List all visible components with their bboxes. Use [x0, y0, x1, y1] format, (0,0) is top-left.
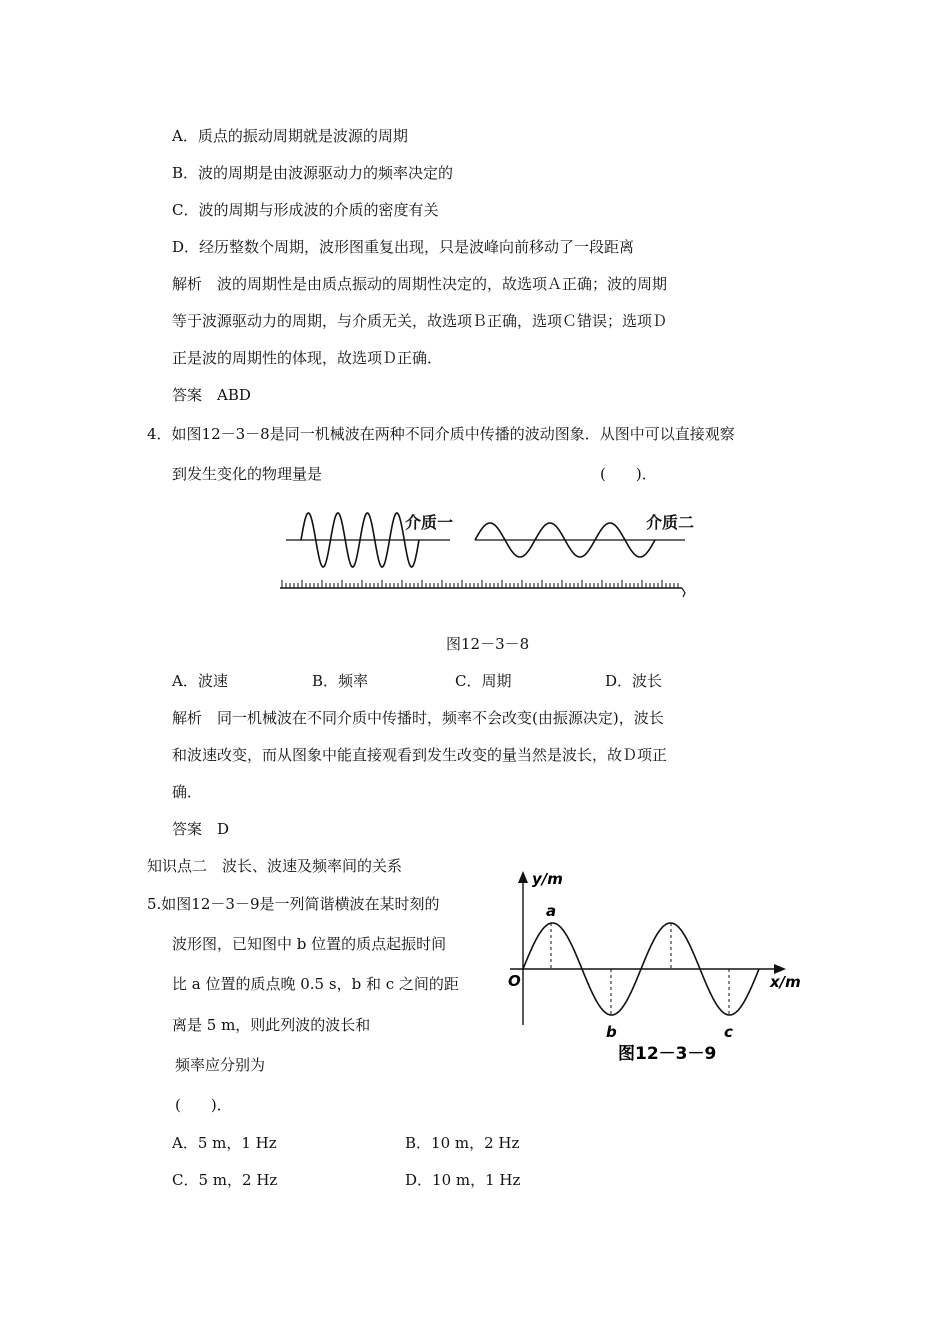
q4-stem-line2: 到发生变化的物理量是 — [172, 465, 323, 483]
point-c-label: c — [724, 1023, 733, 1041]
q5-stem-line4: 离是 5 m，则此列波的波长和 — [172, 1016, 371, 1034]
q5-stem-line5: 频率应分别为 — [175, 1056, 266, 1074]
q4-analysis-line3: 确． — [172, 783, 203, 801]
y-axis-arrow — [518, 871, 528, 883]
q5-stem-line2: 波形图，已知图中 b 位置的质点起振时间 — [172, 935, 447, 953]
q5-stem-line3: 比 a 位置的质点晚 0.5 s，b 和 c 之间的距 — [172, 975, 459, 993]
q4-analysis-line1: 解析 同一机械波在不同介质中传播时，频率不会改变(由振源决定)，波长 — [172, 709, 664, 727]
section-heading: 知识点二 波长、波速及频率间的关系 — [147, 857, 403, 875]
q5-option-d: D．10 m，1 Hz — [405, 1171, 521, 1189]
q5-wave-figure — [500, 865, 810, 1070]
q3-option-b: B．波的周期是由波源驱动力的频率决定的 — [172, 164, 454, 182]
q5-stem-line1: 5.如图12－3－9是一列简谐横波在某时刻的 — [147, 895, 440, 913]
q4-option-c: C．周期 — [455, 672, 512, 690]
x-axis-label: x/m — [770, 973, 801, 991]
y-axis-label: y/m — [532, 870, 563, 888]
ruler-ticks — [282, 580, 678, 588]
q3-analysis-line2: 等于波源驱动力的周期，与介质无关，故选项Ｂ正确，选项Ｃ错误；选项Ｄ — [172, 312, 668, 330]
ruler-end — [682, 588, 685, 597]
point-b-label: b — [606, 1023, 617, 1041]
q3-analysis-line1: 解析 波的周期性是由质点振动的周期性决定的，故选项Ａ正确；波的周期 — [172, 275, 668, 293]
origin-label: O — [508, 972, 521, 990]
medium1-label: 介质一 — [405, 513, 454, 532]
q5-option-c: C．5 m，2 Hz — [172, 1171, 278, 1189]
q5-answer-blank: ( )． — [175, 1096, 232, 1114]
q4-option-d: D．波长 — [605, 672, 663, 690]
q4-stem-line1: 4．如图12－3－8是同一机械波在两种不同介质中传播的波动图象．从图中可以直接观察 — [147, 425, 735, 443]
q4-wave-figure — [270, 500, 700, 605]
q3-analysis-line3: 正是波的周期性的体现，故选项Ｄ正确． — [172, 349, 443, 367]
q4-figure-caption: 图12－3－8 — [446, 635, 530, 653]
q5-option-a: A．5 m，1 Hz — [172, 1134, 277, 1152]
q4-analysis-line2: 和波速改变，而从图象中能直接观看到发生改变的量当然是波长，故Ｄ项正 — [172, 746, 668, 764]
q3-option-a: A．质点的振动周期就是波源的周期 — [172, 127, 408, 145]
q4-option-b: B．频率 — [312, 672, 369, 690]
q3-answer: 答案 ABD — [172, 386, 251, 404]
medium2-label: 介质二 — [646, 513, 695, 532]
q3-option-c: C．波的周期与形成波的介质的密度有关 — [172, 201, 439, 219]
q5-figure-caption: 图12－3－9 — [618, 1044, 717, 1064]
q5-option-b: B．10 m，2 Hz — [405, 1134, 520, 1152]
q4-answer-blank: ( )． — [600, 465, 657, 483]
q4-answer: 答案 D — [172, 820, 230, 838]
q3-option-d: D．经历整数个周期，波形图重复出现，只是波峰向前移动了一段距离 — [172, 238, 635, 256]
point-a-label: a — [546, 902, 557, 920]
q4-option-a: A．波速 — [172, 672, 228, 690]
